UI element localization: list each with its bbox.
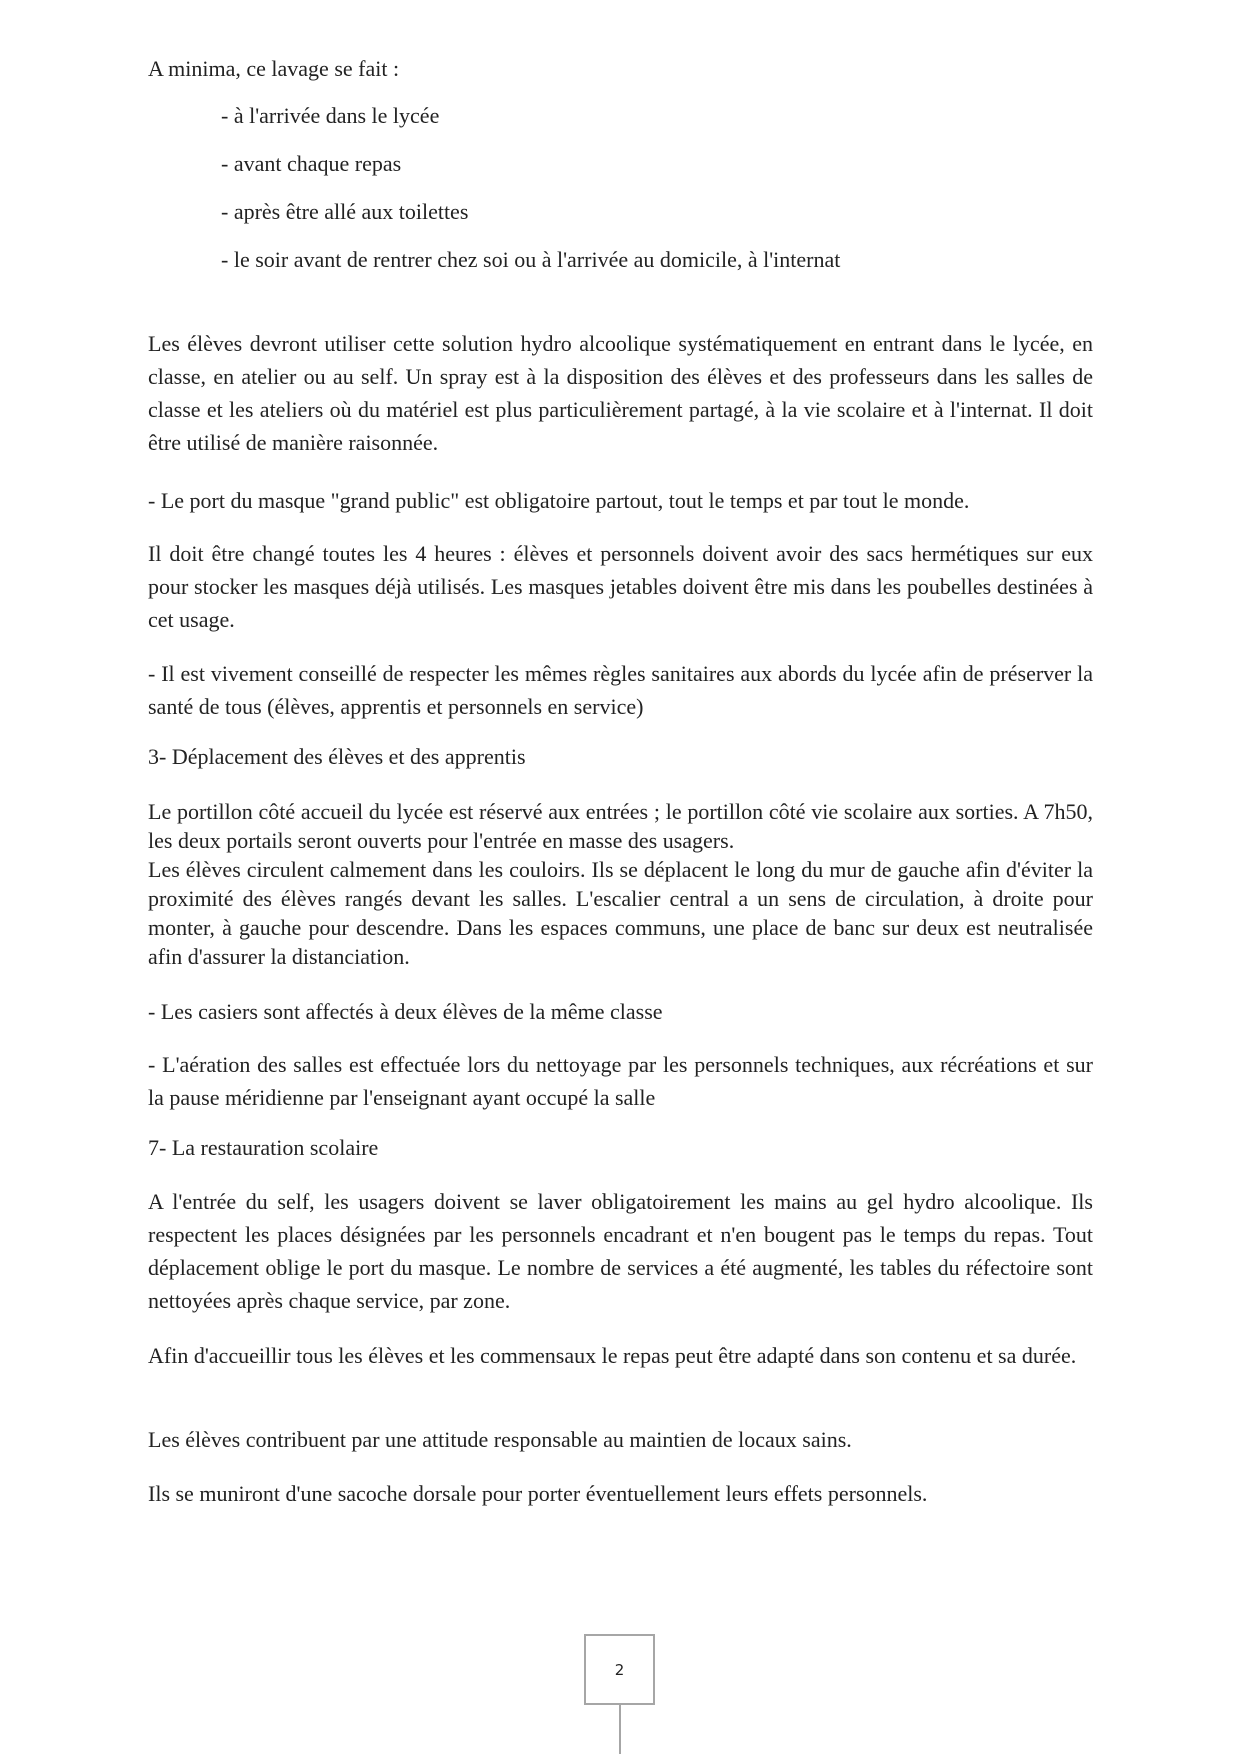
page-number: 2 xyxy=(614,1660,625,1679)
section-heading-7: 7- La restauration scolaire xyxy=(148,1135,379,1160)
page-number-connector-line xyxy=(619,1705,621,1754)
paragraph-mask-change: Il doit être changé toutes les 4 heures : élèves et personnels doivent avoir des sacs hermétiques sur eux pour stocker les masques déjà utilisés. Les masques jetables doivent être mis dans les poubelles destinées à cet usage. xyxy=(148,541,1093,632)
list-item: - après être allé aux toilettes xyxy=(221,199,469,224)
intro-line: A minima, ce lavage se fait : xyxy=(148,56,400,81)
paragraph-lockers: - Les casiers sont affectés à deux élèves de la même classe xyxy=(148,999,663,1024)
paragraph-mask-mandatory: - Le port du masque "grand public" est obligatoire partout, tout le temps et par tout le monde. xyxy=(148,488,970,513)
paragraph-surroundings: - Il est vivement conseillé de respecter les mêmes règles sanitaires aux abords du lycée afin de préserver la santé de tous (élèves, apprentis et personnels en service) xyxy=(148,661,1093,719)
paragraph-meal-adapted: Afin d'accueillir tous les élèves et les commensaux le repas peut être adapté dans son contenu et sa durée. xyxy=(148,1343,1077,1368)
paragraph-backpack: Ils se muniront d'une sacoche dorsale pour porter éventuellement leurs effets personnels. xyxy=(148,1481,928,1506)
paragraph-self-entry: A l'entrée du self, les usagers doivent se laver obligatoirement les mains au gel hydro alcoolique. Ils respectent les places désignées par les personnels encadrant et n'en bougent pas le temps du repas. Tout déplacement oblige le port du masque. Le nombre de services a été augmenté, les tables du réfectoire sont nettoyées après chaque service, par zone. xyxy=(148,1189,1093,1313)
list-item: - à l'arrivée dans le lycée xyxy=(221,103,440,128)
paragraph-clean-premises: Les élèves contribuent par une attitude responsable au maintien de locaux sains. xyxy=(148,1427,852,1452)
list-item: - le soir avant de rentrer chez soi ou à l'arrivée au domicile, à l'internat xyxy=(221,247,841,272)
section-heading-3: 3- Déplacement des élèves et des apprentis xyxy=(148,744,526,769)
page-number-box xyxy=(584,1634,655,1705)
paragraph-gates: Le portillon côté accueil du lycée est réservé aux entrées ; le portillon côté vie scolaire aux sorties. A 7h50, les deux portails seront ouverts pour l'entrée en masse des usagers. xyxy=(148,799,1093,853)
paragraph-hand-sanitizer: Les élèves devront utiliser cette solution hydro alcoolique systématiquement en entrant dans le lycée, en classe, en atelier ou au self. Un spray est à la disposition des élèves et des professeurs dans les salles de classe et les ateliers où du matériel est plus particulièrement partagé, à la vie scolaire et à l'internat. Il doit être utilisé de manière raisonnée. xyxy=(148,331,1093,455)
paragraph-ventilation: - L'aération des salles est effectuée lors du nettoyage par les personnels techniques, aux récréations et sur la pause méridienne par l'enseignant ayant occupé la salle xyxy=(148,1052,1093,1110)
list-item: - avant chaque repas xyxy=(221,151,402,176)
paragraph-circulation: Les élèves circulent calmement dans les couloirs. Ils se déplacent le long du mur de gauche afin d'éviter la proximité des élèves rangés devant les salles. L'escalier central a un sens de circulation, à droite pour monter, à gauche pour descendre. Dans les espaces communs, une place de banc sur deux est neutralisée afin d'assurer la distanciation. xyxy=(148,857,1093,969)
